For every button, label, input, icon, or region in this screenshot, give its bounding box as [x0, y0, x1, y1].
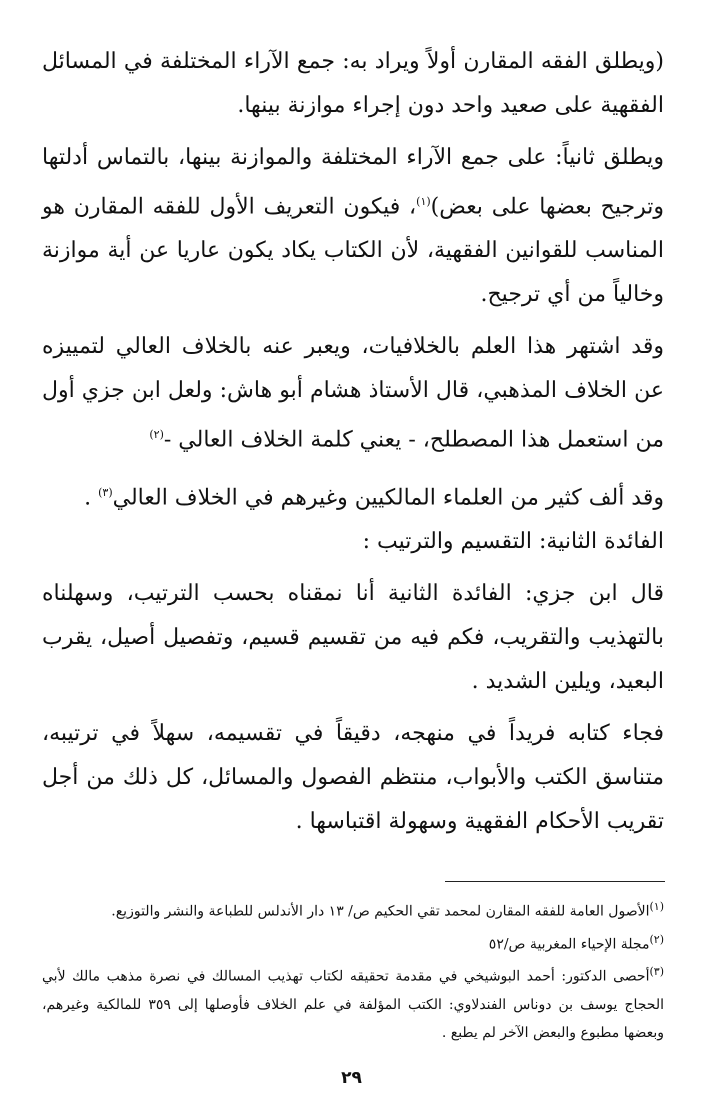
- footnote-marker-3: (٣): [649, 965, 664, 979]
- paragraph-4-end: .: [84, 484, 99, 510]
- footnote-3: [42, 958, 664, 1047]
- footnote-2-text: مجلة الإحياء المغربية ص/٥٢: [488, 936, 650, 953]
- footnote-marker-2: (٢): [649, 932, 664, 946]
- page-number: ٢٩: [341, 1068, 362, 1088]
- paragraph-3-text: وقد اشتهر هذا العلم بالخلافيات، ويعبر عنه بالخلاف العالي لتمييزه عن الخلاف المذهبي، قال الأستاذ هشام أبو هاش: ولعل ابن جزي أول من استعمل هذا المصطلح، - يعني كلمة الخلاف العالي -: [42, 334, 664, 453]
- paragraph-2-text: ويطلق ثانياً: على جمع الآراء المختلفة والموازنة بينها، بالتماس أدلتها وترجيح بعضها على بعض): [42, 145, 664, 220]
- footnote-marker-1: (١): [649, 900, 664, 913]
- footnotes: [42, 893, 664, 1047]
- paragraph-4: [42, 471, 664, 520]
- paragraph-5: قال ابن جزي: الفائدة الثانية أنا نمقناه بحسب الترتيب، وسهلناه بالتهذيب والتقريب، فكم فيه من تقسيم قسيم، وتفصيل أصيل، يقرب البعيد، ويلين الشديد .: [42, 580, 664, 694]
- footnote-separator: [445, 881, 665, 882]
- section-heading: الفائدة الثانية: التقسيم والترتيب :: [362, 528, 664, 554]
- footnote-1-text: الأصول العامة للفقه المقارن لمحمد تقي الحكيم ص/ ١٣ دار الأندلس للطباعة والنشر والتوزيع.: [111, 903, 650, 920]
- footnote-1: [42, 893, 664, 926]
- paragraph-6: فجاء كتابه فريداً في منهجه، دقيقاً في تقسيمه، سهلاً في ترتيبه، متناسق الكتب والأبواب، منتظم الفصول والمسائل، كل ذلك من أجل تقريب الأحكام الفقهية وسهولة اقتباسها .: [42, 720, 664, 834]
- footnote-ref-3[interactable]: (٣): [98, 485, 113, 499]
- paragraph-2-cont: ، فيكون التعريف الأول للفقه المقارن هو المناسب للقوانين الفقهية، لأن الكتاب يكاد يكون عاريا عن أية موازنة وخالياً من أي ترجيح.: [42, 194, 664, 308]
- paragraph-2: [42, 136, 664, 317]
- footnote-2: [42, 926, 664, 959]
- paragraph-3: [42, 325, 664, 462]
- footnote-ref-2[interactable]: (٢): [149, 428, 164, 442]
- paragraph-1: (ويطلق الفقه المقارن أولاً ويراد به: جمع الآراء المختلفة في المسائل الفقهية على صعيد واحد دون إجراء موازنة بينها.: [42, 49, 664, 118]
- paragraph-4-text: وقد ألف كثير من العلماء المالكيين وغيرهم في الخلاف العالي: [112, 484, 664, 510]
- page-body: [42, 40, 664, 844]
- footnote-3-text: أحصى الدكتور: أحمد البوشيخي في مقدمة تحقيقه لكتاب تهذيب المسالك في نصرة مذهب مالك لأبي الحجاج يوسف بن دوناس الفندلاوي: الكتب المؤلفة في علم الخلاف فأوصلها إلى ٣٥٩ للمالكية وغيرهم، وبعضها مطبوع والبعض الآخر لم يطبع .: [42, 968, 664, 1041]
- footnote-ref-1[interactable]: (١): [416, 195, 431, 208]
